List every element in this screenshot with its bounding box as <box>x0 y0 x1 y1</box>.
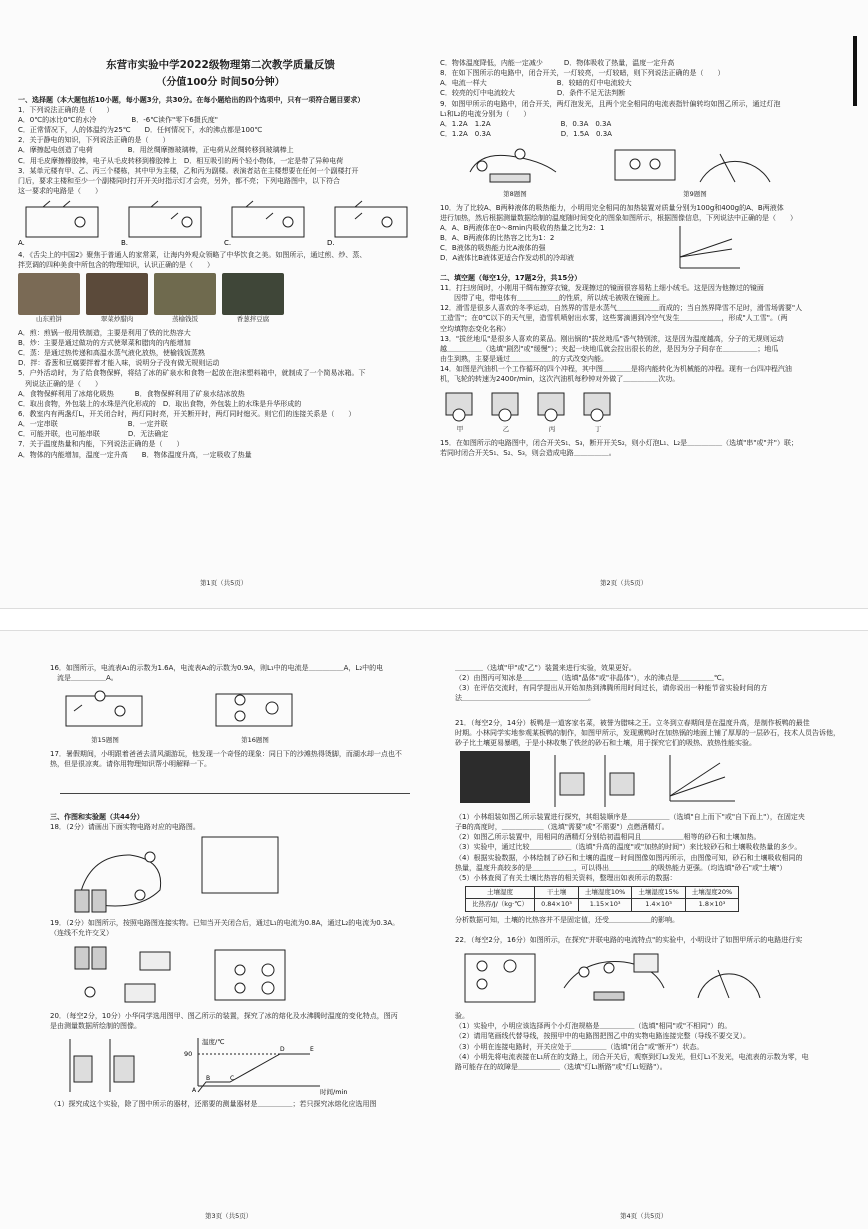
text-line: （5）小林查阅了有关土壤比热容的相关资料，整理出如表所示的数据： <box>455 873 677 882</box>
svg-text:C.: C. <box>224 239 232 248</box>
table-row <box>466 886 739 898</box>
engine-stroke-4: 丁 <box>578 387 618 434</box>
text-line: 1．下列说法正确的是（ ） <box>18 105 114 114</box>
text-line: 14．如图是汽油机一个工作循环的四个冲程，其中图＿＿＿＿是将内能转化为机械能的冲程。现有一台四冲程汽油 <box>440 365 792 374</box>
text-line: ＿＿＿＿（选填"甲"或"乙"）装置来进行实验，效果更好。 <box>455 664 636 672</box>
graph-x-label: 时间/min <box>320 1087 348 1096</box>
graph-y-label: 温度/℃ <box>202 1037 225 1046</box>
text-line: 17．暑假期间，小明跟着爸爸去清风湖游玩，他发现一个奇怪的现象：同日下的沙滩热得烫脚，而湖水却一点也不 <box>50 749 402 758</box>
text-line: （4）根据实验数据，小林绘制了砂石和土壤的温度－时间图像如图丙所示，由图像可知，砂石和土壤吸收相同的 <box>455 853 803 862</box>
q19-circuit-diagram <box>210 942 290 1008</box>
text-line: 16．如图所示，电流表A₁的示数为1.6A，电流表A₂的示数为0.9A，则L₁中的电流是＿＿＿＿＿A，L₂中的电 <box>50 664 384 672</box>
graph-point-e: E <box>310 1045 314 1053</box>
table-header: 土壤湿度20% <box>685 886 738 898</box>
text-line: 时期。小林同学实地参观某板鸭的制作，如图甲所示，发现熏鸭时在加热锅的地面上铺了厚厚的一层砂石，技术人员告诉他， <box>455 728 840 737</box>
text-line: 砂子比土壤更易暴晒，于是小林收集了铁丝的砂石和土壤，用于探究它们的吸热、放热性能实验。 <box>455 738 756 747</box>
q20-apparatus <box>60 1034 150 1096</box>
exam-subtitle: （分值100分 时间50分钟） <box>156 77 285 89</box>
circuit-diagram-a <box>18 199 113 247</box>
text-line: 20．（每空2分，10分）小华同学选用图甲、图乙所示的装置，探究了冰的熔化及水沸腾时温度的变化特点，图丙 <box>50 1011 398 1020</box>
exam-title: 东营市实验中学2022级物理第二次教学质量反馈 <box>106 59 335 71</box>
text-line: 机，飞轮的转速为2400r/min，这次汽油机每秒钟对外做了＿＿＿＿＿次功。 <box>440 375 680 384</box>
svg-text:D.: D. <box>327 239 335 248</box>
table-cell: 1.4×10³ <box>632 899 685 911</box>
text-line: C．B液体的吸热能力比A液体的强 <box>440 244 546 253</box>
text-line: 12．滑雪是很多人喜欢的冬季运动，自然界的雪是水蒸气＿＿＿＿＿＿而成的；当自然界降雪不足时，滑雪场需要"人 <box>440 304 803 313</box>
text-line: A．摩擦起电创造了电荷 B．用丝绸摩擦玻璃棒，正电荷从丝绸转移到玻璃棒上 <box>18 146 294 155</box>
text-line: 空均填物态变化名称） <box>440 324 510 333</box>
q18-physical-circuit <box>70 835 170 915</box>
page-number-2: 第2页（共5页） <box>600 579 648 587</box>
page2-column <box>440 58 845 458</box>
q22-physical-circuit[interactable] <box>554 948 674 1008</box>
table-cell: 比热容/J/（kg·℃） <box>466 899 535 911</box>
engine-stroke-2: 乙 <box>486 387 526 434</box>
text-line: 门后，要求主楼和至少一个副楼同时打开开关时指示灯才会亮，另外，都不亮；下列电路图中，以下符合 <box>18 176 340 185</box>
text-line: A．A、B两液体在0～8min内吸收的热量之比为2：1 <box>440 223 605 232</box>
text-line: C．较亮的灯中电流较大 D．条件不足无法判断 <box>440 89 626 98</box>
text-line: （3）实验中，通过比较＿＿＿＿＿＿（选填"升高的温度"或"加热的时间"）来比较砂石和土壤吸收热量的多少。 <box>455 843 802 852</box>
text-line: 这一要求的电路是（ ） <box>18 186 102 195</box>
text-line: D．A液体比B液体更适合作发动机的冷却液 <box>440 254 574 263</box>
page4-column <box>455 663 850 1072</box>
text-line: （2）由图丙可知冰是＿＿＿＿＿（选填"晶体"或"非晶体"），水的沸点是＿＿＿＿＿℃。 <box>455 674 729 683</box>
q9-circuit-and-ammeter <box>610 142 780 190</box>
text-line: A．1.2A 1.2A B．0.3A 0.3A <box>440 119 612 128</box>
page1-column <box>18 58 423 460</box>
figure-caption: 第16题图 <box>241 736 269 745</box>
text-line: （1）小林组装如图乙所示装置进行探究，其组装顺序是＿＿＿＿＿＿（选填"自上而下"或"自下而上"），在固定夹 <box>455 812 805 821</box>
text-line: 4．《舌尖上的中国2》聚焦于普通人的家常菜，让海内外观众领略了中华饮食之美。如图所示，通过煎、炒、蒸、 <box>18 251 367 260</box>
scan-edge-mark <box>853 36 857 106</box>
text-line: C．物体温度降低，内能一定减少 D．物体吸收了热量，温度一定升高 <box>440 59 675 67</box>
text-line: 6．教室内有两盏灯L，开关闭合时，两灯同时亮，开关断开时，两灯同时熄灭。则它们的连接关系是（ ） <box>18 409 356 418</box>
text-line: 列说法正确的是（ ） <box>18 379 102 388</box>
svg-text:B.: B. <box>121 239 129 248</box>
q16-circuit-figure <box>210 686 300 736</box>
figure-caption: 第9题图 <box>683 190 707 199</box>
engine-strokes <box>440 387 845 434</box>
q19-figure <box>70 942 420 1008</box>
text-line: 流是＿＿＿＿＿A。 <box>50 674 118 683</box>
text-line: 22．（每空2分，16分）如图所示，在探究"并联电路的电流特点"的实验中，小明设计了如图甲所示的电路进行实 <box>455 935 803 944</box>
q20-figure <box>60 1034 420 1096</box>
page-number-3: 第3页（共5页） <box>205 1212 253 1220</box>
q21-apparatus <box>540 751 650 809</box>
text-line: 进行加热，然后根据测量数据绘制的温度随时间变化的图象如图所示，根据图像信息，下列说法中正确的是（ ） <box>440 213 797 222</box>
text-line: 9．如图甲所示的电路中，闭合开关，两灯泡发光，且两个完全相同的电流表指针偏转均如图乙所示，通过灯泡 <box>440 99 781 108</box>
text-line: 热量，温度升高较多的是＿＿＿＿＿＿，可以得出＿＿＿＿＿＿的吸热能力更强。（均选填"砂石"或"土壤"） <box>455 863 787 872</box>
text-line: 13．"拔丝地瓜"是很多人喜欢的菜品。刚出锅的"拔丝地瓜"香气特别浓，这是因为温度越高，分子的无规则运动 <box>440 334 784 343</box>
table-row <box>466 899 739 911</box>
figure-caption: 第15题图 <box>91 736 119 745</box>
text-line: C．用毛皮摩擦橡胶棒，电子从毛皮转移到橡胶棒上 D．相互吸引的两个轻小物体，一定是带了异种电荷 <box>18 156 344 165</box>
text-line: A．食物保鲜利用了冰熔化吸热 B．食物保鲜利用了矿泉水结冰放热 <box>18 389 245 398</box>
text-line: 8．在如下图所示的电路中，闭合开关，一灯较亮，一灯较暗，则下列说法正确的是（ ） <box>440 69 725 78</box>
text-line: 11．打扫房间时，小刚用干绸布擦穿衣镜，发现擦过的镜面很容易粘上细小绒毛。这是因为他擦过的镜面 <box>440 283 764 292</box>
table-header: 干土壤 <box>535 886 579 898</box>
graph-point-b: B <box>206 1074 211 1082</box>
text-line: 18．（2分）请画出下面实物电路对应的电路图。 <box>50 823 200 832</box>
table-cell: 1.8×10³ <box>685 899 738 911</box>
text-line: （3）在评估交流时，有同学提出从开始加热到沸腾所用时间过长，请你说出一种能节省实验时间的方 <box>455 684 768 693</box>
text-line: 验。 <box>455 1012 469 1021</box>
bottom-sheet <box>0 630 868 1229</box>
text-line: 10．为了比较A、B两种液体的吸热能力，小明用完全相同的加热装置对质量分别为100g和400g的A、B两液体 <box>440 203 784 212</box>
q21-figures <box>460 751 850 809</box>
section1-heading: 一、选择题（本大题包括10小题，每小题3分，共30分。在每小题给出的四个选项中，只有一项符合题目要求） <box>18 95 365 104</box>
text-line: B．炒：主要是通过做功的方式使翠菜和腊肉的内能增加 <box>18 338 191 347</box>
page3-column <box>50 663 420 1109</box>
q8-q9-figures <box>460 142 845 199</box>
table-header: 土壤湿度10% <box>578 886 631 898</box>
text-line: C．取出食物，外包装上的水珠是汽化形成的 D．取出食物，外包装上的水珠是升华形成的 <box>18 399 302 408</box>
engine-stroke-1: 甲 <box>440 387 480 434</box>
q21-temperature-graph <box>660 751 740 809</box>
text-line: C．1.2A 0.3A D．1.5A 0.3A <box>440 129 612 138</box>
text-line: 拌烹调的四种美食中所包含的物理知识，认识正确的是（ ） <box>18 261 214 270</box>
text-line: 路可能存在的故障是＿＿＿＿＿＿（选填"灯L₁断路"或"灯L₁短路"）。 <box>455 1062 667 1071</box>
text-line: A．电流一样大 B．较暗的灯中电流较大 <box>440 79 632 88</box>
text-line: 7．关于温度热量和内能，下列说法正确的是（ ） <box>18 440 184 449</box>
text-line: 19．（2分）如图所示，按照电路图连接实物。已知当开关闭合后，通过L₁的电流为0.8A，通过L₂的电流为0.3A。 <box>50 919 400 928</box>
text-line: 热，但是很凉爽。请你用物理知识帮小明解释一下。 <box>50 759 211 768</box>
text-line: D．拌：香葱和豆腐要拌着才能入味，说明分子没有做无规则运动 <box>18 359 220 368</box>
figure-caption: 第8题图 <box>503 190 527 199</box>
text-line: （2）如图乙所示装置中，用相同的酒精灯分别给初温相同且＿＿＿＿＿＿相等的砂石和土壤加热。 <box>455 833 761 842</box>
text-line: 3．某单元楼有甲、乙、丙三个楼栋，其中甲为主楼，乙和丙为副楼。表演者站在主楼想要在任何一个副楼打开 <box>18 166 359 175</box>
q19-physical-parts[interactable] <box>70 942 180 1008</box>
food-photo-2: 翠菜炒腊肉 <box>86 273 148 324</box>
circuit-diagram-b <box>121 199 216 247</box>
page-number-1: 第1页（共5页） <box>200 579 248 587</box>
text-line: C．正常情况下，人的体温约为25℃ D．任何情况下，水的沸点都是100℃ <box>18 126 263 135</box>
q22-circuit-diagram <box>460 948 540 1008</box>
text-line: （1）实验中，小明应该选择两个小灯泡规格是＿＿＿＿＿（选填"相同"或"不相同"）的。 <box>455 1022 732 1031</box>
text-line: 法＿＿＿＿＿＿＿＿＿＿＿＿＿＿＿＿＿＿。 <box>455 694 595 703</box>
graph-point-a: A <box>192 1086 197 1094</box>
q21-photo <box>460 751 530 803</box>
text-line: 15．在如图所示的电路图中，闭合开关S₁、S₃，断开开关S₂，则小灯泡L₁、L₂是＿＿＿＿＿（选填"串"或"并"）联； <box>440 438 798 447</box>
q3-circuit-options <box>18 199 423 247</box>
q8-circuit-figure <box>460 142 570 190</box>
text-line: 因带了电，带电体有＿＿＿＿＿＿的性质，所以绒毛被吸在镜面上。 <box>440 294 664 303</box>
text-line: （3）小明在连接电路时，开关应处于＿＿＿＿＿（选填"闭合"或"断开"）状态。 <box>455 1042 704 1051</box>
text-line: （2）请用笔画线代替导线，按照甲中的电路图把图乙中的实物电路连接完整（导线不要交叉）。 <box>455 1032 750 1041</box>
text-line: A．一定串联 B．一定并联 <box>18 420 168 429</box>
q18-figure <box>70 835 420 915</box>
text-line: 分析数据可知，土壤的比热容并不是固定值，还受＿＿＿＿＿＿的影响。 <box>455 915 679 924</box>
text-line: （4）小明先将电流表接在L₁所在的支路上，闭合开关后，观察到灯L₂发光，但灯L₁不发光，电流表的示数为零，电 <box>455 1052 809 1061</box>
table-cell: 1.15×10³ <box>578 899 631 911</box>
section2-heading: 二、填空题（每空1分，17题2分，共15分） <box>440 273 582 282</box>
text-line: C．蒸：是通过热传递和高温水蒸气液化放热，使榆钱饭蒸熟 <box>18 349 205 358</box>
table-cell: 0.84×10³ <box>535 899 579 911</box>
circuit-diagram-d <box>327 199 422 247</box>
text-line: 21．（每空2分，14分）板鸭是一道客家名菜，被誉为腊味之王。立冬到立春期间是在温度升高，是制作板鸭的最佳 <box>455 718 810 727</box>
text-line: （1）探究成这个实验，除了图中所示的器材，还需要的测量器材是＿＿＿＿＿；若只探究冰熔化应选用图 <box>50 1099 377 1108</box>
q22-ammeter-dial <box>688 948 768 1008</box>
text-line: C．可能并联，也可能串联 D．无法确定 <box>18 430 169 439</box>
graph-point-d: D <box>280 1045 285 1053</box>
svg-text:A.: A. <box>18 239 25 248</box>
text-line: A．物体的内能增加，温度一定升高 B．物体温度升高，一定吸收了热量 <box>18 450 252 459</box>
text-line: （连线不允许交叉） <box>50 929 113 938</box>
page-number-4: 第4页（共5页） <box>620 1212 668 1220</box>
graph-point-c: C <box>230 1074 235 1082</box>
text-line: 5．户外活动时，为了给食物保鲜，将结了冰的矿泉水和食物一起放在泡沫塑料箱中，就制成了一个简易冰箱。下 <box>18 369 366 378</box>
text-line: L₁和L₂的电流分别为（ ） <box>440 109 531 118</box>
top-sheet <box>0 0 868 609</box>
food-photo-1: 山东煎饼 <box>18 273 80 324</box>
text-line: 越＿＿＿＿＿（选填"剧烈"或"缓慢"）；夹起一块地瓜就会拉出很长的丝，是因为分子间存在＿＿＿＿＿；地瓜 <box>440 344 779 353</box>
q20-temperature-time-graph <box>170 1034 348 1096</box>
section3-heading: 三、作图和实验题（共44分） <box>50 812 144 821</box>
table-header: 土壤湿度 <box>466 886 535 898</box>
text-line: 2．关于静电的知识，下列说法正确的是（ ） <box>18 136 170 145</box>
text-line: 若同时闭合开关S₁、S₂、S₃，则会造成电路＿＿＿＿＿。 <box>440 448 616 457</box>
q15-q16-figures <box>60 686 420 745</box>
text-line: 是由测量数据所绘制的图像。 <box>50 1021 141 1030</box>
q10-temperature-graph <box>672 223 742 273</box>
q22-figures <box>460 948 850 1008</box>
text-line: 子B的高度时，＿＿＿＿＿＿（选填"需要"或"不需要"）点燃酒精灯。 <box>455 823 669 832</box>
food-photo-4: 香葱拌豆腐 <box>222 273 284 324</box>
table-header: 土壤湿度15% <box>632 886 685 898</box>
text-line: A．煎：煎锅一般用铁制造，主要是利用了铁的比热容大 <box>18 328 191 337</box>
food-photos <box>18 273 423 324</box>
text-line: B．A、B两液体的比热容之比为1：2 <box>440 233 555 242</box>
q15-circuit-figure <box>60 686 150 736</box>
text-line: 工造雪"；在0℃以下的天气里，造雪机喷射出水雾，这些雾滴遇到冷空气发生＿＿＿＿＿＿，形成"人工雪"。（两 <box>440 314 788 323</box>
circuit-diagram-c <box>224 199 319 247</box>
food-photo-3: 蒸榆钱饭 <box>154 273 216 324</box>
engine-stroke-3: 丙 <box>532 387 572 434</box>
graph-y-tick: 90 <box>184 1049 193 1058</box>
q18-answer-box[interactable] <box>200 835 280 895</box>
text-line: 由生到熟，主要是通过＿＿＿＿＿＿的方式改变内能。 <box>440 354 608 363</box>
text-line: A．0℃的冰比0℃的水冷 B．-6℃读作"零下6摄氏度" <box>18 116 218 124</box>
soil-heat-table <box>465 886 739 912</box>
